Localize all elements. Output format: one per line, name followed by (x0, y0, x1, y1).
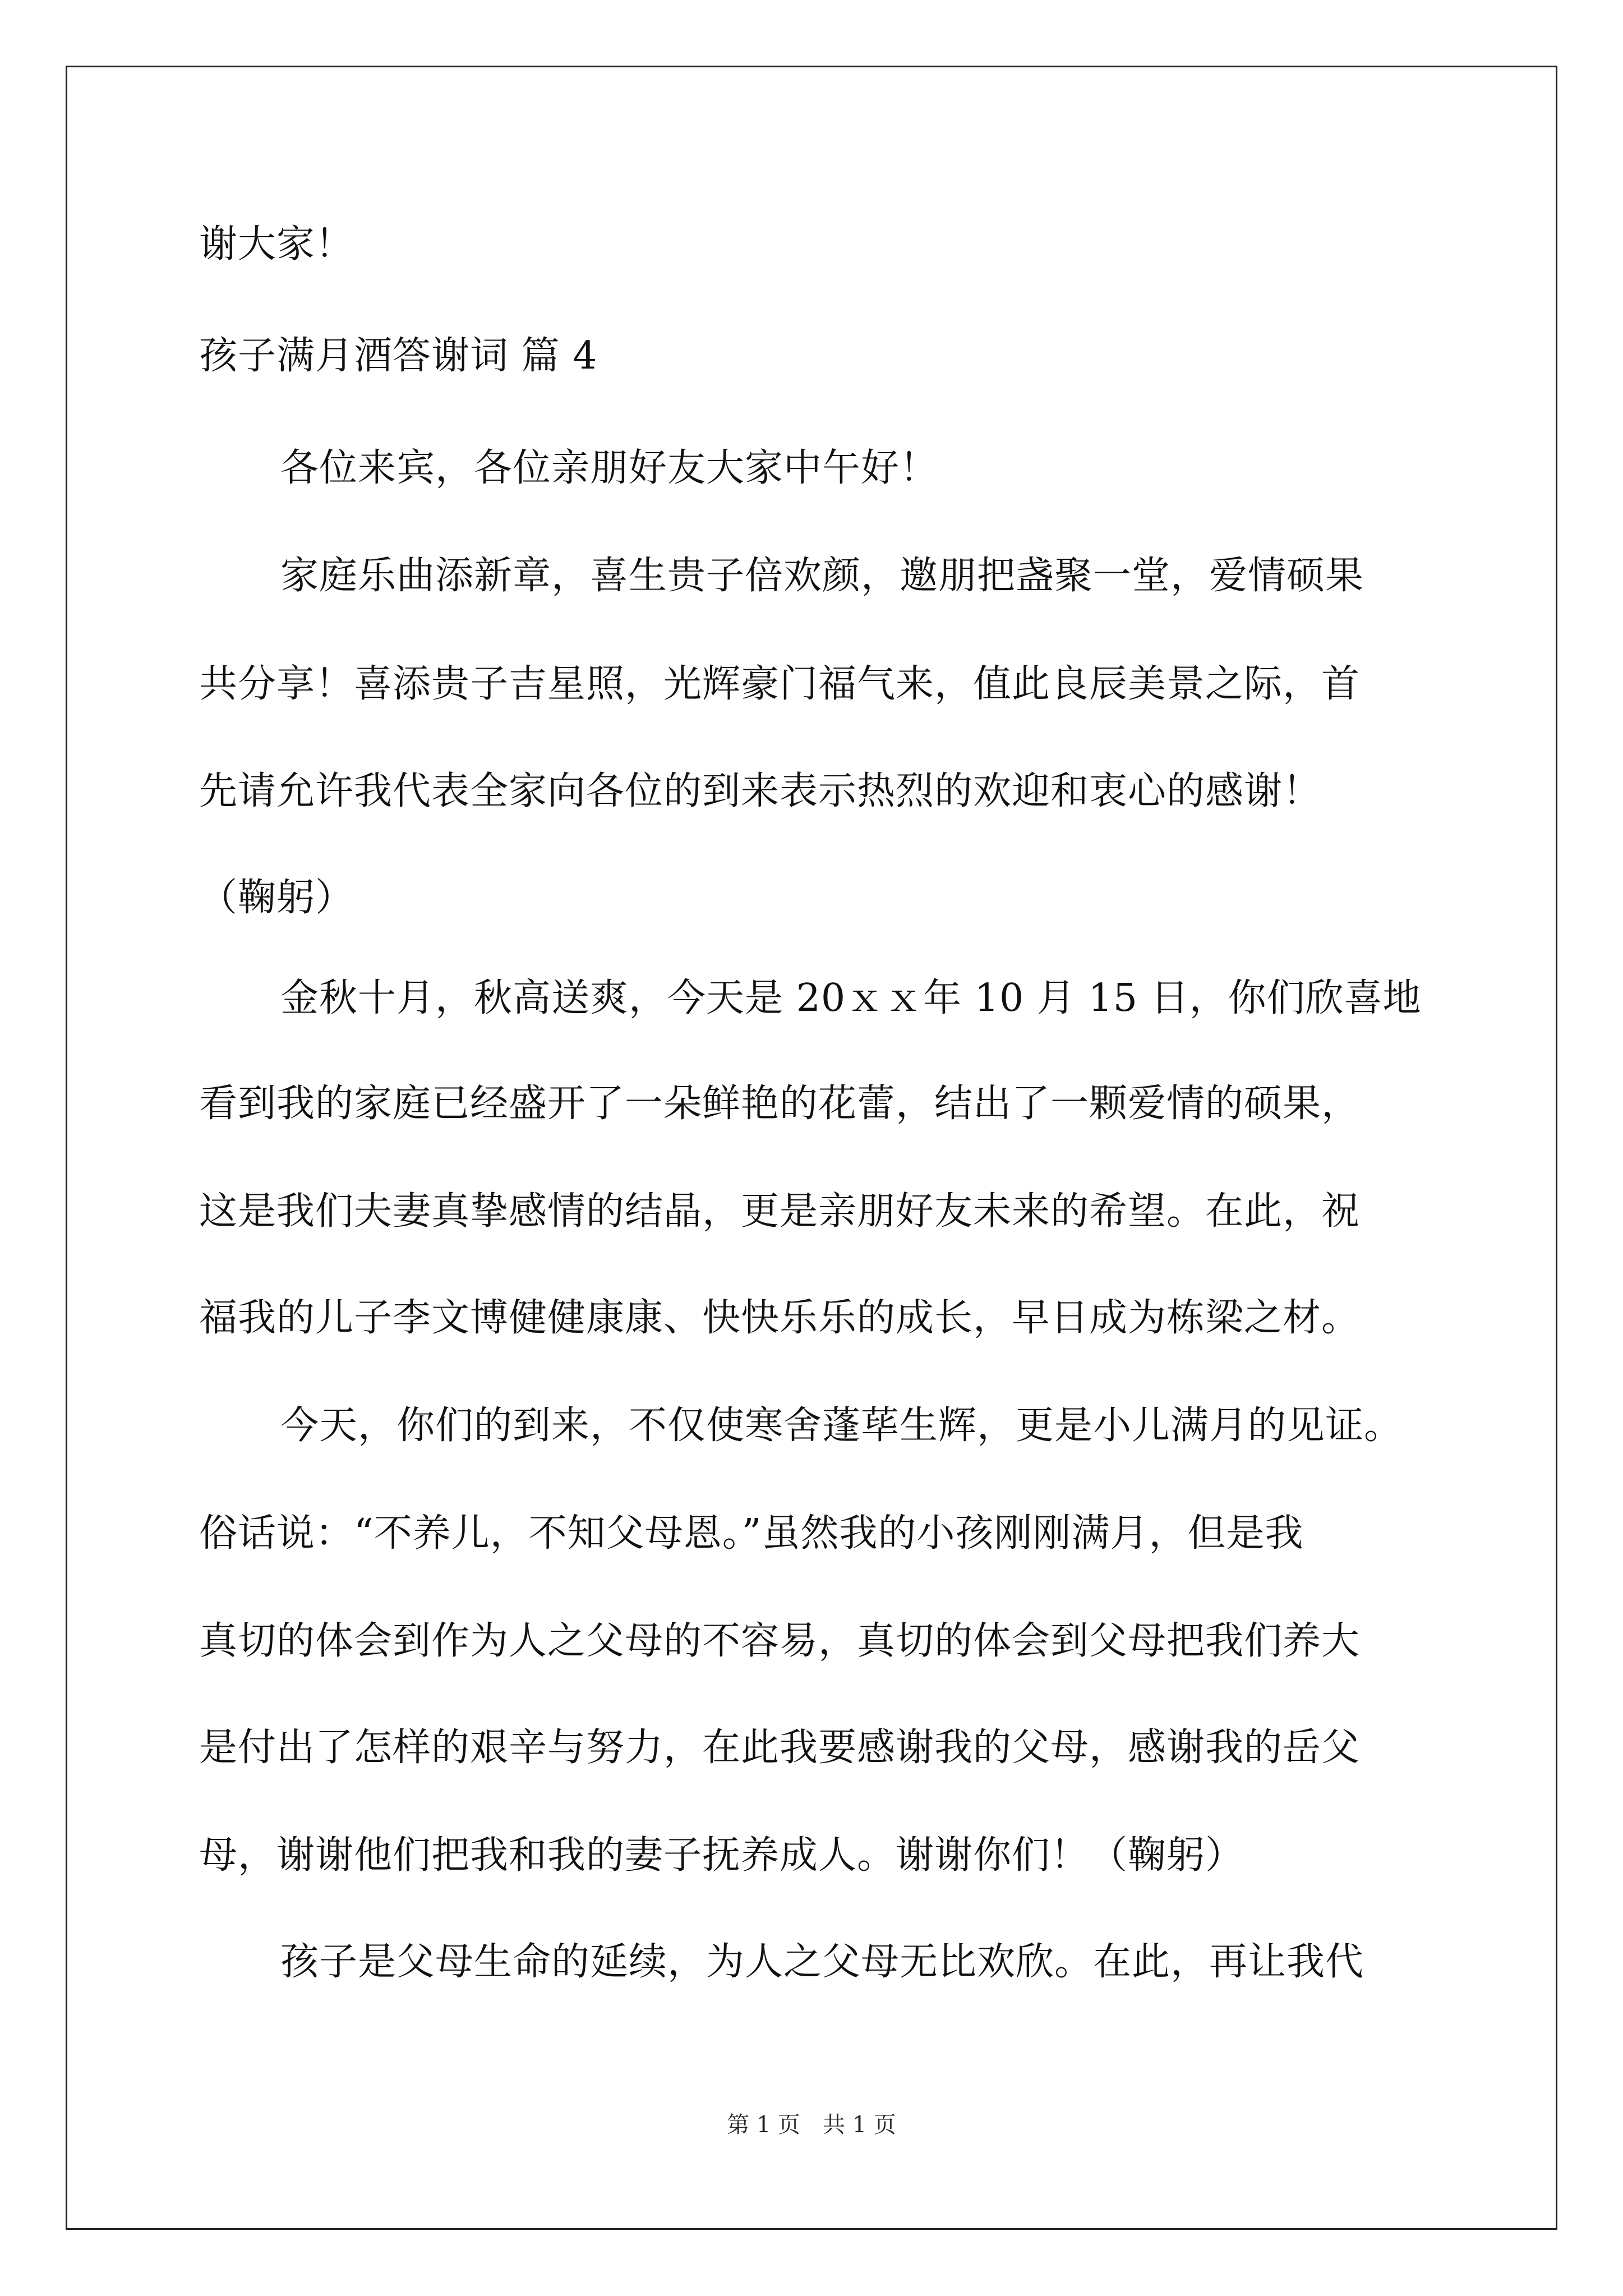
text-line: 福我的儿子李文博健健康康、快快乐乐的成长，早日成为栋梁之材。 (199, 1296, 1361, 1340)
text-line: 共分享！喜添贵子吉星照，光辉豪门福气来，值此良辰美景之际，首 (199, 662, 1361, 706)
page-border (66, 66, 1557, 2230)
text-line: 看到我的家庭已经盛开了一朵鲜艳的花蕾，结出了一颗爱情的硕果， (199, 1082, 1361, 1126)
text-line: 俗话说：“不养儿，不知父母恩。”虽然我的小孩刚刚满月，但是我 (199, 1511, 1304, 1556)
section-heading: 孩子满月酒答谢词 篇 4 (199, 334, 598, 378)
text-line: 金秋十月，秋高送爽，今天是 20ｘｘ年 10 月 15 日，你们欣喜地 (280, 976, 1422, 1020)
text-line: 孩子是父母生命的延续，为人之父母无比欢欣。在此，再让我代 (280, 1940, 1364, 1984)
text-line: 真切的体会到作为人之父母的不容易，真切的体会到父母把我们养大 (199, 1619, 1361, 1663)
text-line: 这是我们夫妻真挚感情的结晶，更是亲朋好友未来的希望。在此，祝 (199, 1189, 1361, 1234)
text-line: 家庭乐曲添新章，喜生贵子倍欢颜，邀朋把盏聚一堂，爱情硕果 (280, 554, 1364, 598)
text-line: 今天，你们的到来，不仅使寒舍蓬荜生辉，更是小儿满月的见证。 (280, 1404, 1403, 1448)
text-line: 母，谢谢他们把我和我的妻子抚养成人。谢谢你们！（鞠躬） (199, 1833, 1244, 1878)
page-footer: 第 1 页 共 1 页 (727, 2112, 896, 2138)
text-line: 先请允许我代表全家向各位的到来表示热烈的欢迎和衷心的感谢！ (199, 769, 1322, 813)
text-line: 谢大家！ (199, 222, 354, 266)
text-line: 是付出了怎样的艰辛与努力，在此我要感谢我的父母，感谢我的岳父 (199, 1726, 1361, 1770)
text-line: （鞠躬） (199, 876, 354, 920)
text-line: 各位来宾，各位亲朋好友大家中午好！ (280, 446, 939, 490)
